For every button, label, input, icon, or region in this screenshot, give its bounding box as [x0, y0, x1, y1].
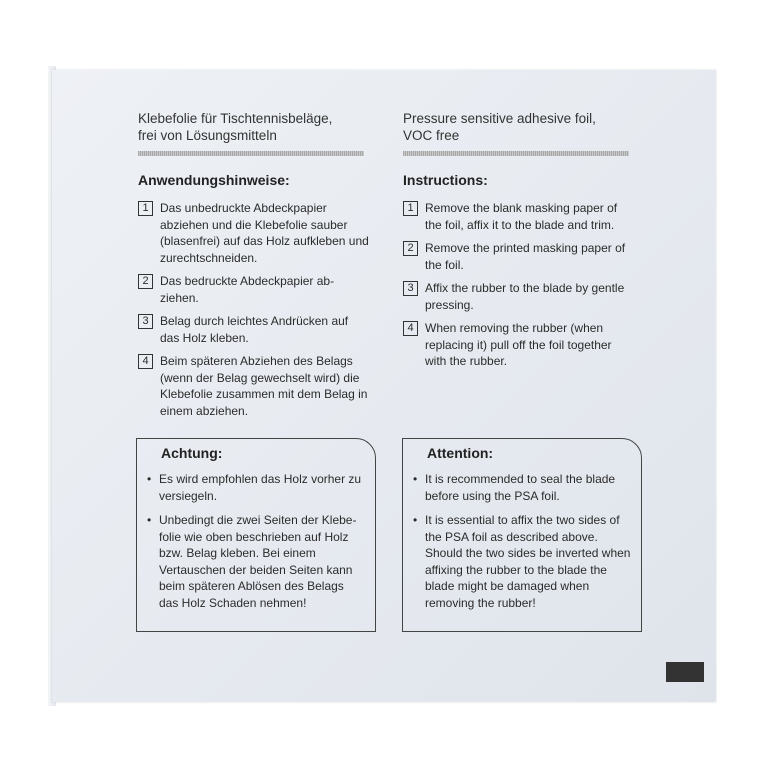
step-text: Belag durch leichtes Andrücken auf das Holz kleben.: [160, 314, 349, 345]
english-heading: Instructions:: [403, 172, 488, 188]
english-title: Pressure sensitive adhesive foil, VOC free: [403, 111, 596, 143]
notice-item: • Unbedingt die zwei Seiten der Klebe-folie wie oben beschrieben auf Holz bzw. Belag kleben. Bei einem Vertauschen der beiden Seiten kann beim späteren Ablösen des Belags das Holz Schaden nehmen!: [147, 512, 365, 611]
german-title-rule: [138, 151, 364, 156]
english-step-1: [403, 200, 635, 233]
step-number: 2: [138, 274, 153, 289]
german-notice-heading: Achtung:: [161, 445, 223, 461]
english-notice-list: [413, 471, 631, 611]
german-column: [138, 110, 370, 426]
step-text: Das bedruckte Abdeckpapier ab-ziehen.: [160, 274, 335, 305]
english-steps: [403, 200, 635, 370]
english-column: [403, 110, 635, 377]
step-number: 1: [138, 201, 153, 216]
english-notice-heading: Attention:: [427, 445, 494, 461]
notice-item: • It is recommended to seal the blade before using the PSA foil.: [413, 471, 631, 504]
step-text: Remove the printed masking paper of the foil.: [425, 241, 626, 272]
notice-item: • Es wird empfohlen das Holz vorher zu versiegeln.: [147, 471, 365, 504]
german-notice-box: [136, 438, 376, 632]
step-text: Beim späteren Abziehen des Belags (wenn der Belag gewechselt wird) die Klebefolie zusammen mit dem Belag in einem abziehen.: [160, 354, 368, 418]
step-number: 2: [403, 241, 418, 256]
german-heading: Anwendungshinweise:: [138, 172, 290, 188]
step-number: 4: [138, 354, 153, 369]
german-step-1: [138, 200, 370, 266]
step-text: Remove the blank masking paper of the foil, affix it to the blade and trim.: [425, 201, 618, 232]
german-step-4: [138, 353, 370, 419]
print-registration-mark: [666, 662, 704, 682]
german-step-2: [138, 273, 370, 306]
notice-item: • It is essential to affix the two sides of the PSA foil as described above. Should the two sides be inverted when affixing the rubber to the blade the blade might be damaged when removing the rubber!: [413, 512, 631, 611]
german-steps: [138, 200, 370, 419]
english-step-2: [403, 240, 635, 273]
step-number: 3: [138, 314, 153, 329]
german-notice-list: [147, 471, 365, 611]
step-text: Affix the rubber to the blade by gentle pressing.: [425, 281, 625, 312]
german-title: Klebefolie für Tischtennisbeläge, frei von Lösungsmitteln: [138, 111, 333, 143]
english-notice-box: [402, 438, 642, 632]
english-title-rule: [403, 151, 629, 156]
step-text: Das unbedruckte Abdeckpapier abziehen und die Klebefolie sauber (blasenfrei) auf das Holz aufkleben und zurechtschneiden.: [160, 201, 369, 265]
german-step-3: [138, 313, 370, 346]
english-step-4: [403, 320, 635, 370]
english-step-3: [403, 280, 635, 313]
step-text: When removing the rubber (when replacing it) pull off the foil together with the rubber.: [425, 321, 612, 368]
step-number: 3: [403, 281, 418, 296]
step-number: 4: [403, 321, 418, 336]
step-number: 1: [403, 201, 418, 216]
